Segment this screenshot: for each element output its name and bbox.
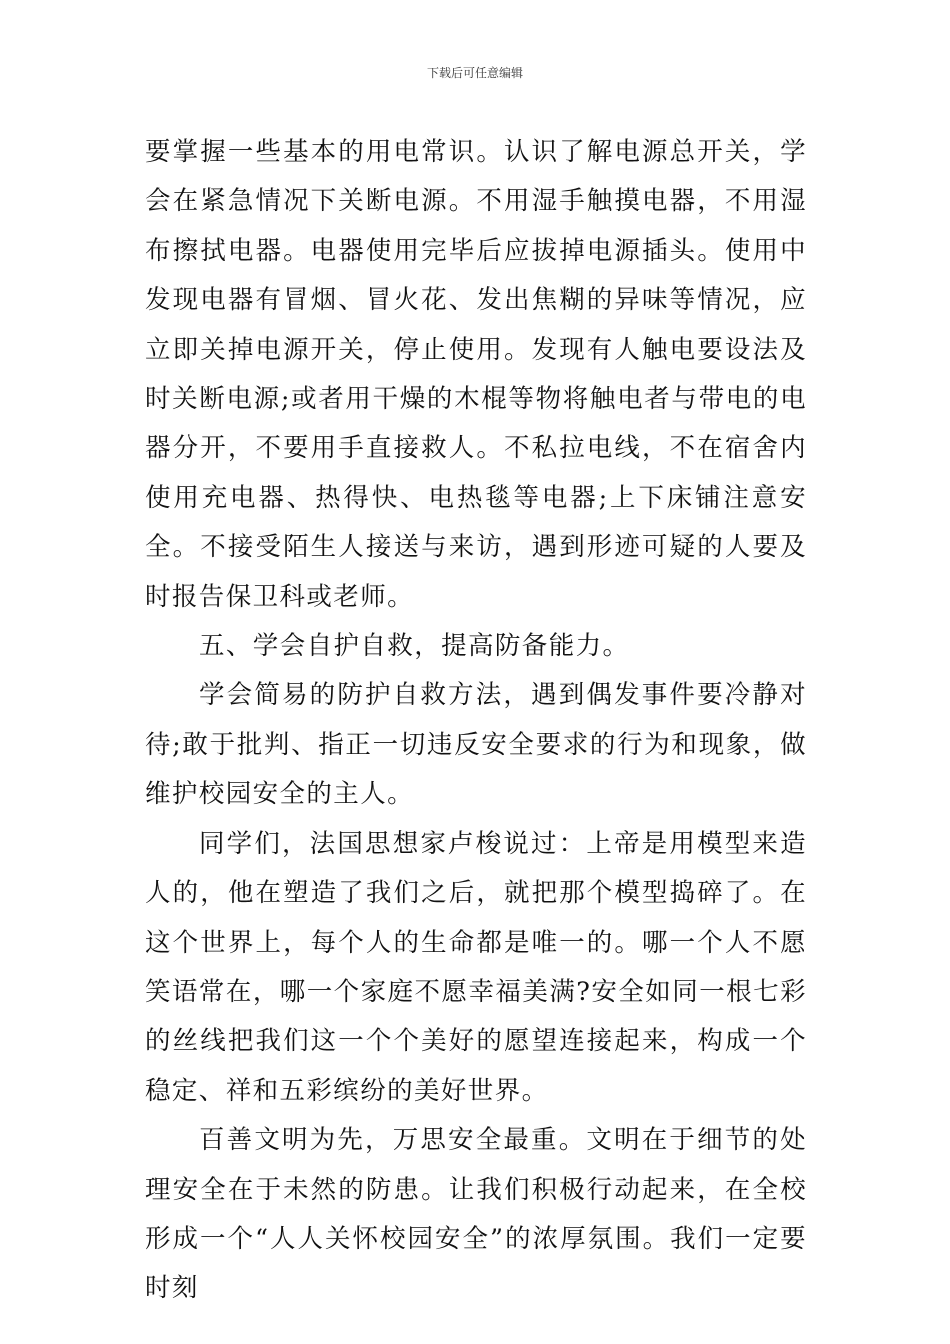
paragraph-rousseau-quote: 同学们，法国思想家卢梭说过：上帝是用模型来造人的，他在塑造了我们之后，就把那个模型捣碎了。在这个世界上，每个人的生命都是唯一的。哪一个人不愿笑语常在，哪一个家庭不愿幸福美满?安全如同一根七彩的丝线把我们这一个个美好的愿望连接起来，构成一个稳定、祥和五彩缤纷的美好世界。 — [145, 828, 807, 1106]
document-body — [145, 128, 807, 1314]
paragraph-self-rescue: 学会简易的防护自救方法，遇到偶发事件要冷静对待;敢于批判、指正一切违反安全要求的行为和现象，做维护校园安全的主人。 — [145, 680, 807, 810]
paragraph-civility-safety: 百善文明为先，万思安全最重。文明在于细节的处理安全在于未然的防患。让我们积极行动起来，在全校形成一个“人人关怀校园安全”的浓厚氛围。我们一定要时刻 — [145, 1125, 807, 1304]
page-header: 下载后可任意编辑 — [426, 66, 523, 80]
paragraph-electric-safety: 要掌握一些基本的用电常识。认识了解电源总开关，学会在紧急情况下关断电源。不用湿手触摸电器，不用湿布擦拭电器。电器使用完毕后应拔掉电源插头。使用中发现电器有冒烟、冒火花、发出焦糊的异味等情况，应立即关掉电源开关，停止使用。发现有人触电要设法及时关断电源;或者用干燥的木棍等物将触电者与带电的电器分开，不要用手直接救人。不私拉电线，不在宿舍内使用充电器、热得快、电热毯等电器;上下床铺注意安全。不接受陌生人接送与来访，遇到形迹可疑的人要及时报告保卫科或老师。 — [145, 137, 807, 612]
section-heading-self-protection: 五、学会自护自救，提高防备能力。 — [199, 631, 630, 662]
